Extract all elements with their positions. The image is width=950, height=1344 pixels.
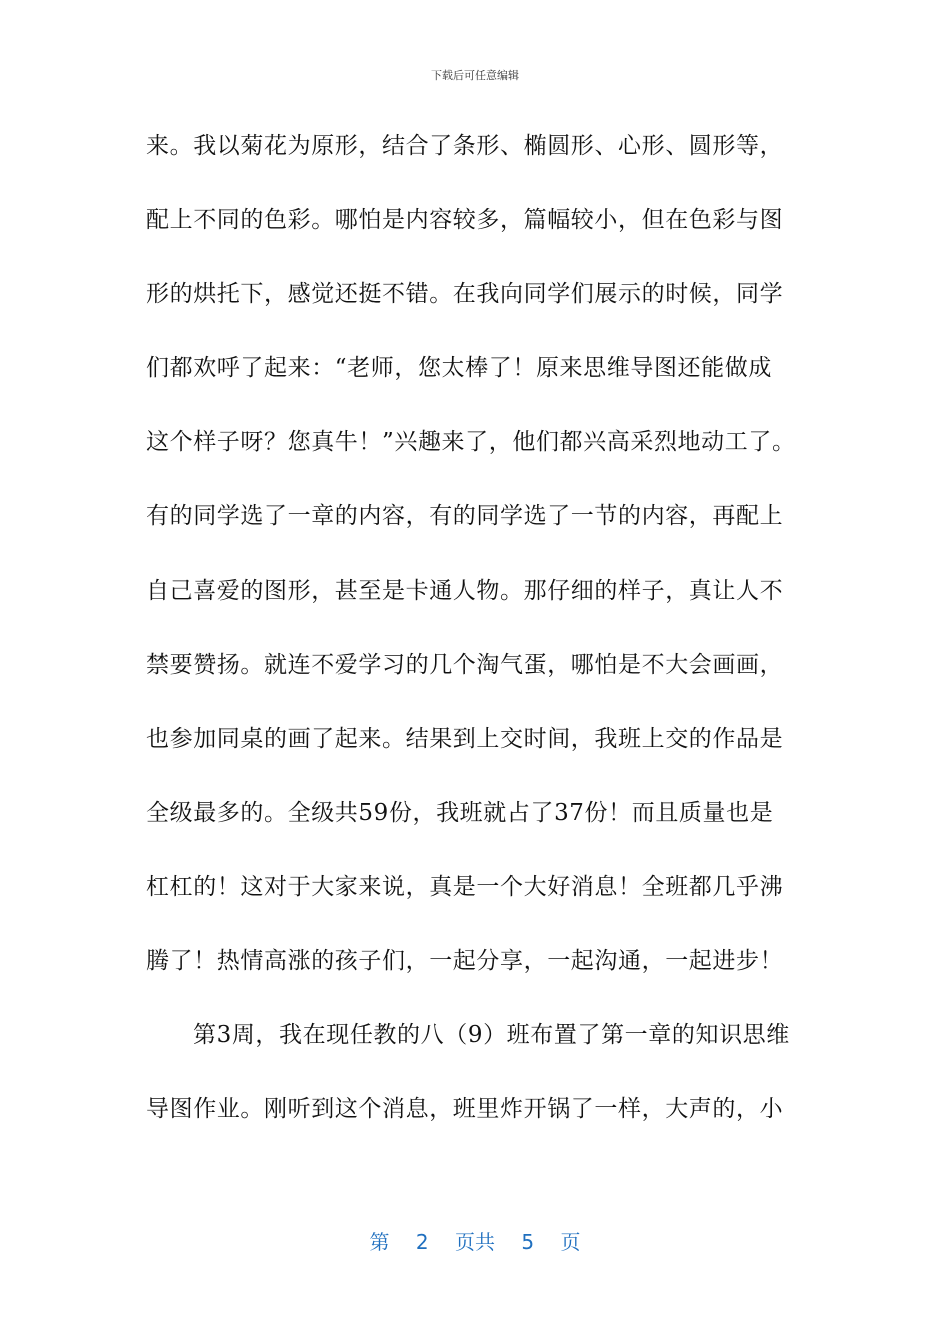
text-line: 这个样子呀？您真牛！”兴趣来了，他们都兴高采烈地动工了。 — [146, 429, 796, 456]
page-label-suffix: 页 — [560, 1230, 581, 1254]
text-line: 们都欢呼了起来：“老师，您太棒了！原来思维导图还能做成 — [146, 355, 772, 382]
text-line: 配上不同的色彩。哪怕是内容较多，篇幅较小，但在色彩与图 — [146, 207, 784, 234]
text-line: 形的烘托下，感觉还挺不错。在我向同学们展示的时候，同学 — [146, 281, 784, 308]
text-line: 全级最多的。全级共59份，我班就占了37份！而且质量也是 — [146, 799, 774, 826]
text-line: 来。我以菊花为原形，结合了条形、椭圆形、心形、圆形等， — [146, 133, 784, 159]
page-label-mid: 页共 — [455, 1230, 495, 1254]
text-line: 腾了！热情高涨的孩子们，一起分享，一起沟通，一起进步！ — [146, 948, 784, 975]
paragraph-start-line: 第3周，我在现任教的八（9）班布置了第一章的知识思维 — [193, 1022, 790, 1049]
current-page-number: 2 — [415, 1230, 429, 1254]
text-line: 也参加同桌的画了起来。结果到上交时间，我班上交的作品是 — [146, 725, 784, 752]
text-line: 有的同学选了一章的内容，有的同学选了一节的内容，再配上 — [146, 503, 784, 530]
page-label-prefix: 第 — [369, 1230, 390, 1254]
text-line: 禁要赞扬。就连不爱学习的几个淘气蛋，哪怕是不大会画画， — [146, 651, 784, 678]
text-line: 杠杠的！这对于大家来说，真是一个大好消息！全班都几乎沸 — [146, 873, 784, 900]
text-line: 导图作业。刚听到这个消息，班里炸开锅了一样，大声的，小 — [146, 1096, 784, 1123]
text-line: 自己喜爱的图形，甚至是卡通人物。那仔细的样子，真让人不 — [146, 577, 784, 604]
document-body — [146, 128, 826, 1165]
total-page-number: 5 — [521, 1230, 535, 1254]
page-footer — [0, 1226, 950, 1255]
header-note: 下载后可任意编辑 — [431, 69, 519, 82]
